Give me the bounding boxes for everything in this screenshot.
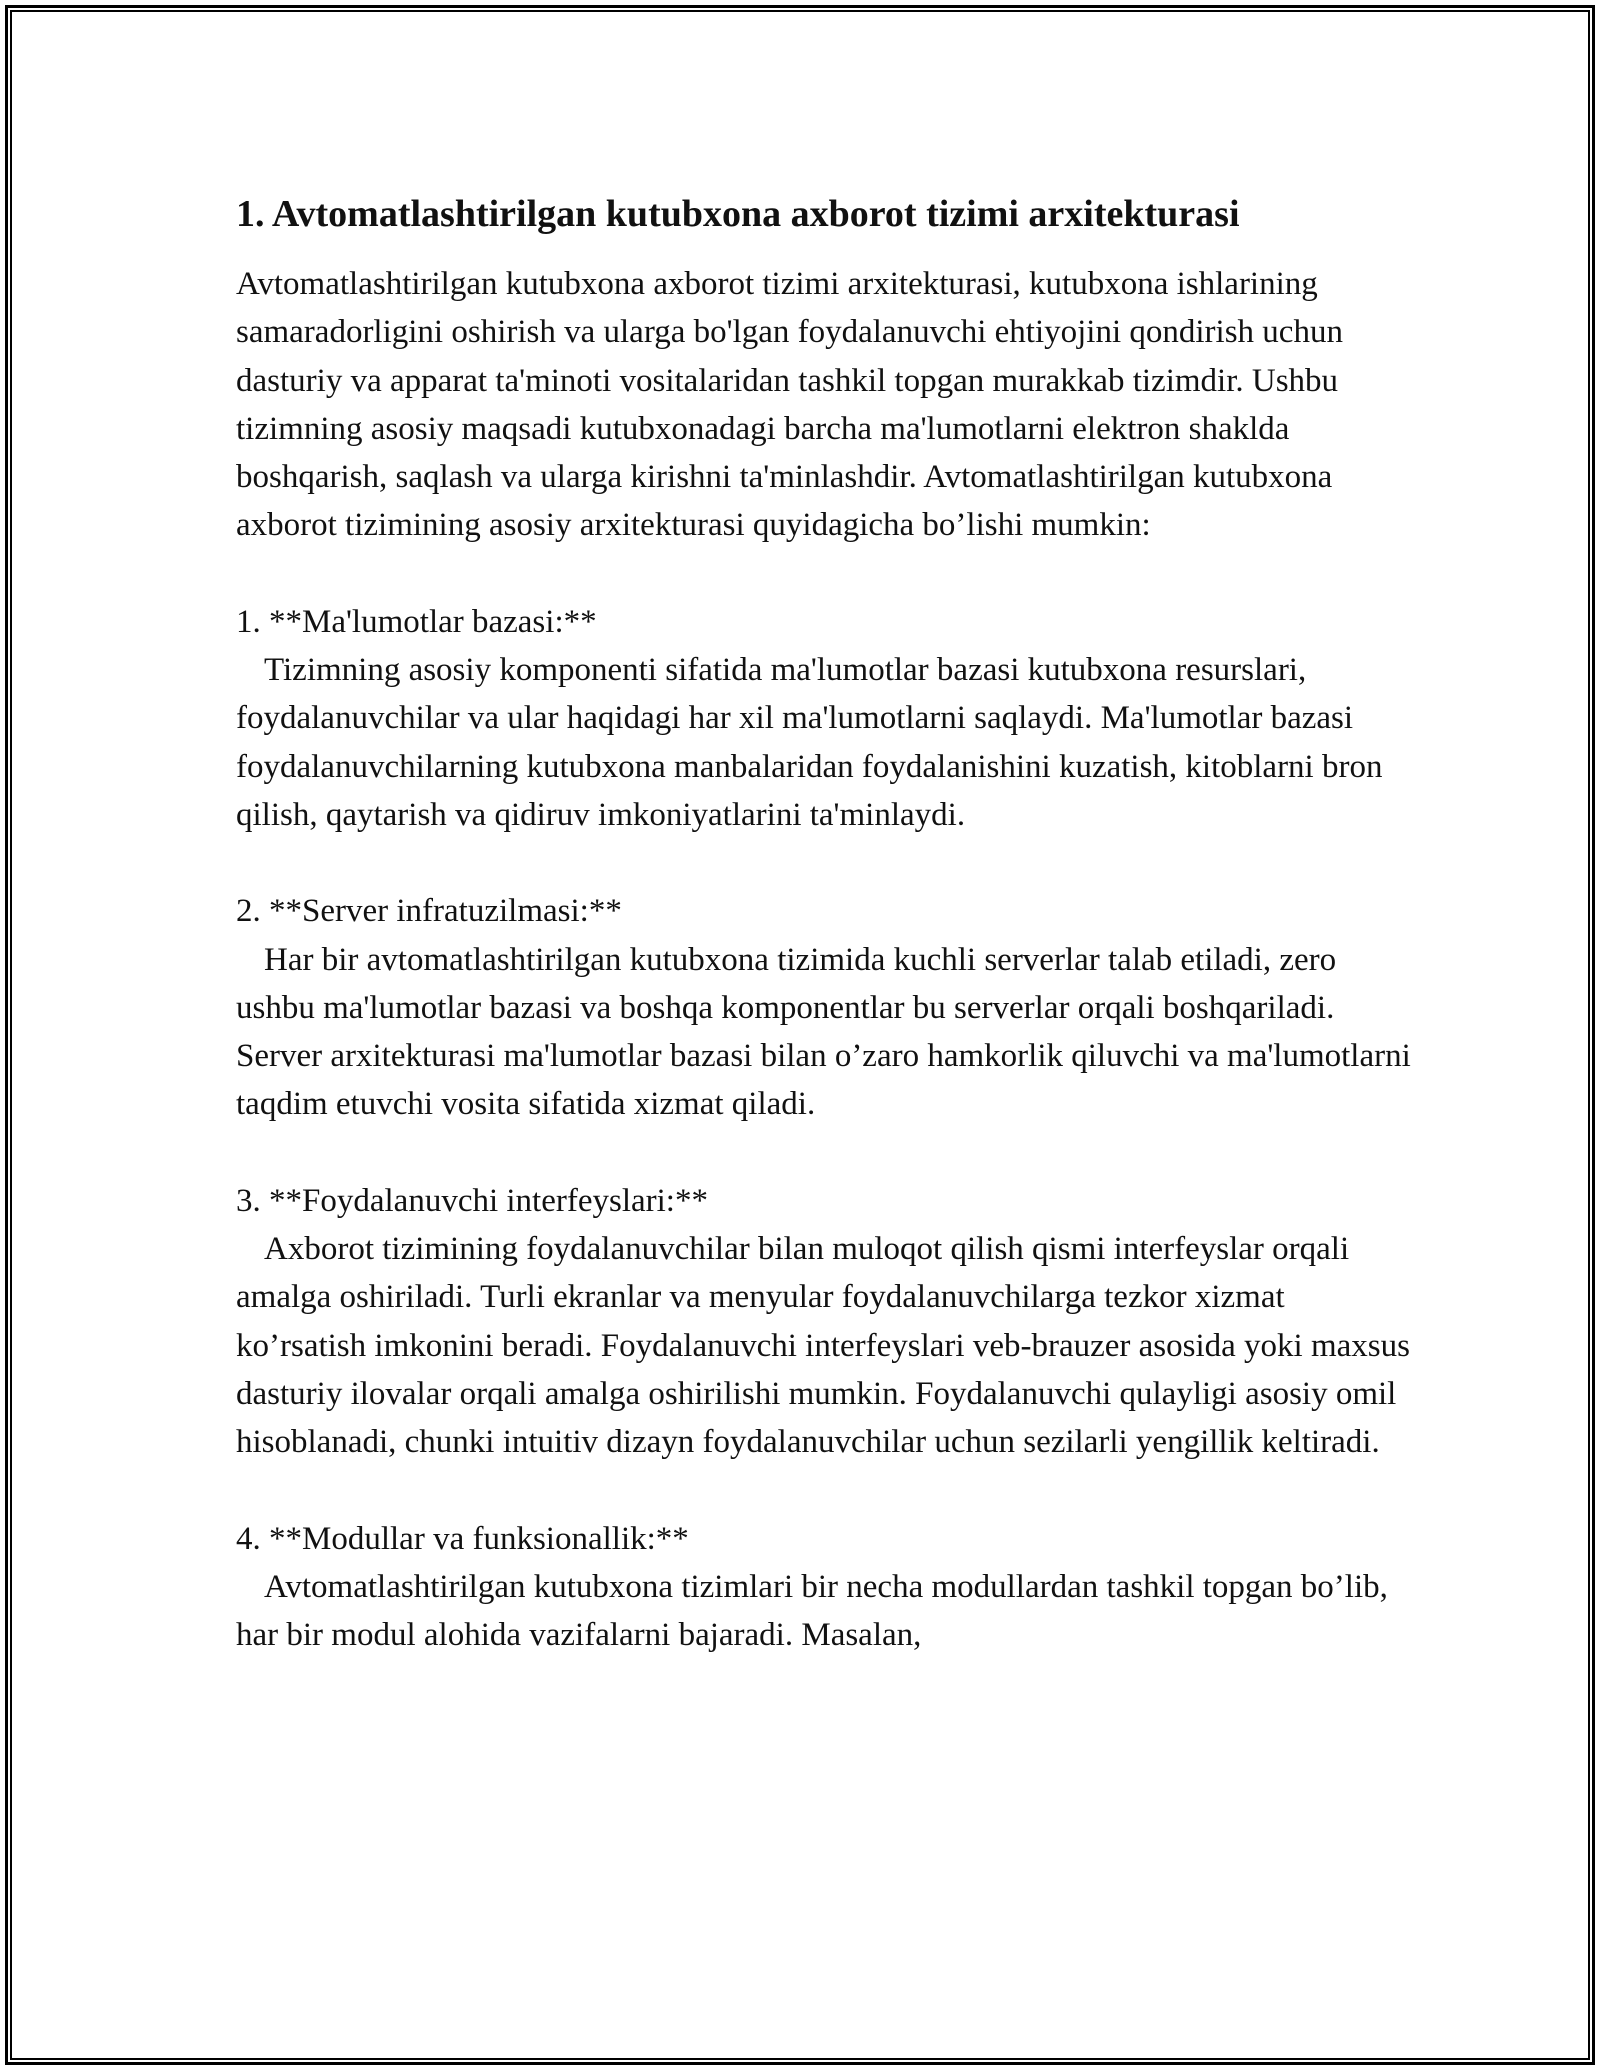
document-page bbox=[236, 186, 1416, 1659]
section-heading: 2. **Server infratuzilmasi:** bbox=[236, 893, 622, 930]
section-body: Har bir avtomatlashtirilgan kutubxona tizimida kuchli serverlar talab etiladi, zero ushbu ma'lumotlar bazasi va boshqa komponentlar bu serverlar orqali boshqariladi. Server arxitekturasi ma'lumotlar bazasi bilan o’zaro hamkorlik qiluvchi va ma'lumotlarni taqdim etuvchi vosita sifatida xizmat qiladi. bbox=[236, 941, 1411, 1123]
paragraph-gap bbox=[236, 550, 1416, 598]
paragraph-gap bbox=[236, 1129, 1416, 1177]
section-body: Axborot tizimining foydalanuvchilar bilan muloqot qilish qismi interfeyslar orqali amalga oshiriladi. Turli ekranlar va menyular foydalanuvchilarga tezkor xizmat ko’rsatish imkonini beradi. Foydalanuvchi interfeyslari veb-brauzer asosida yoki maxsus dasturiy ilovalar orqali amalga oshirilishi mumkin. Foydalanuvchi qulayligi asosiy omil hisoblanadi, chunki intuitiv dizayn foydalanuvchilar uchun sezilarli yengillik keltiradi. bbox=[236, 1231, 1410, 1461]
document-title: 1. Avtomatlashtirilgan kutubxona axborot tizimi arxitekturasi bbox=[236, 193, 1240, 235]
section-heading: 1. **Ma'lumotlar bazasi:** bbox=[236, 603, 597, 640]
paragraph-gap bbox=[236, 839, 1416, 887]
section-heading: 4. **Modullar va funksionallik:** bbox=[236, 1520, 689, 1557]
intro-paragraph: Avtomatlashtirilgan kutubxona axborot tizimi arxitekturasi, kutubxona ishlarining samaradorligini oshirish va ularga bo'lgan foydalanuvchi ehtiyojini qondirish uchun dasturiy va apparat ta'minoti vositalaridan tashkil topgan murakkab tizimdir. Ushbu tizimning asosiy maqsadi kutubxonadagi barcha ma'lumotlarni elektron shaklda boshqarish, saqlash va ularga kirishni ta'minlashdir. Avtomatlashtirilgan kutubxona axborot tizimining asosiy arxitekturasi quyidagicha bo’lishi mumkin: bbox=[236, 266, 1343, 544]
paragraph-gap bbox=[236, 1467, 1416, 1515]
section-body: Avtomatlashtirilgan kutubxona tizimlari bir necha modullardan tashkil topgan bo’lib, har bir modul alohida vazifalarni bajaradi. Masalan, bbox=[236, 1568, 1388, 1654]
section-body: Tizimning asosiy komponenti sifatida ma'lumotlar bazasi kutubxona resurslari, foydalanuvchilar va ular haqidagi har xil ma'lumotlarni saqlaydi. Ma'lumotlar bazasi foydalanuvchilarning kutubxona manbalaridan foydalanishini kuzatish, kitoblarni bron qilish, qaytarish va qidiruv imkoniyatlarini ta'minlaydi. bbox=[236, 652, 1383, 833]
section-heading: 3. **Foydalanuvchi interfeyslari:** bbox=[236, 1182, 708, 1219]
